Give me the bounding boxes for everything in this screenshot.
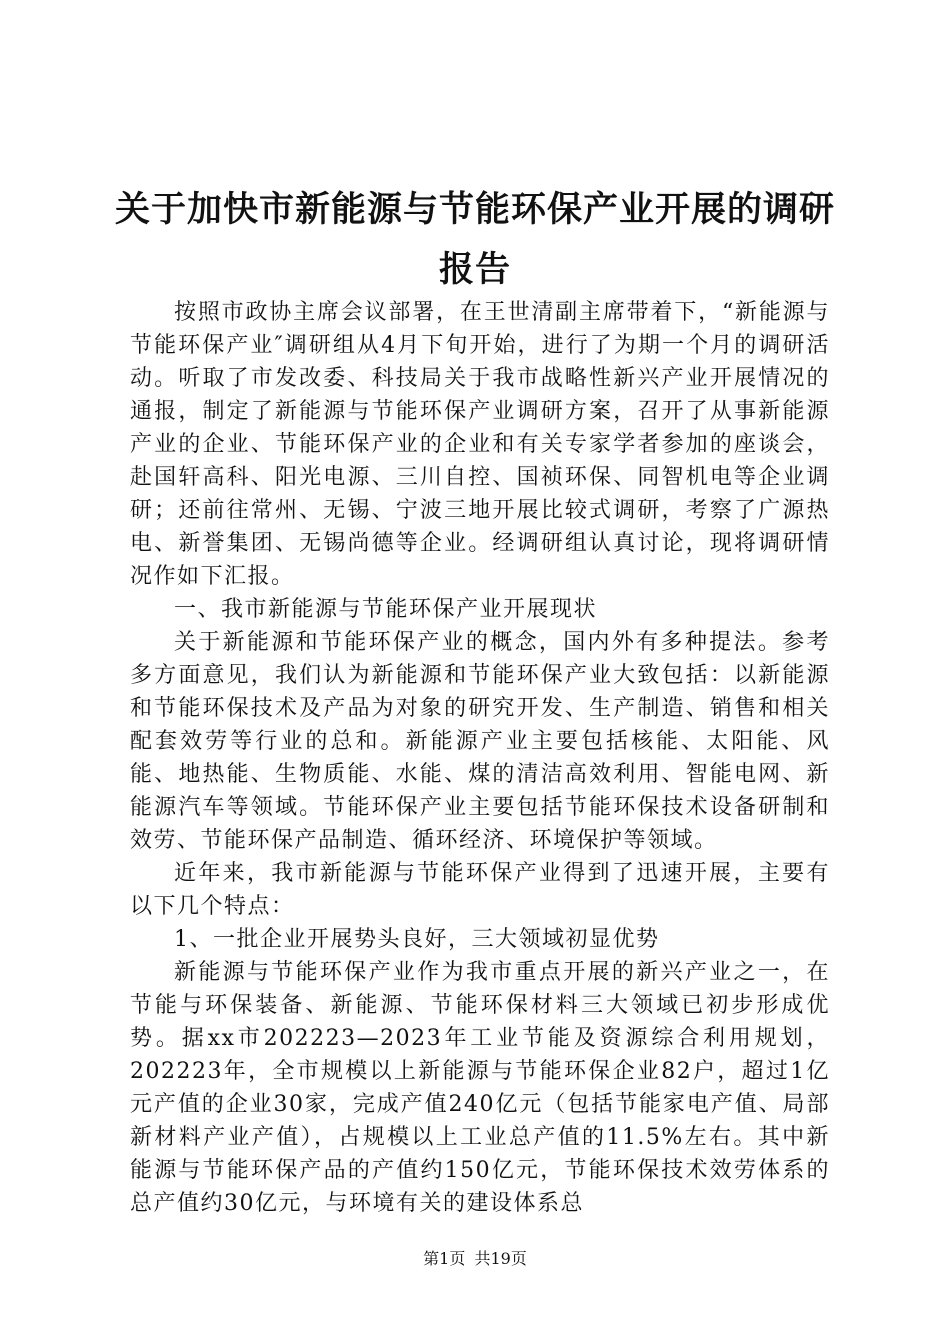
paragraph-statistics: 新能源与节能环保产业作为我市重点开展的新兴产业之一，在节能与环保装备、新能源、节能环保材料三大领域已初步形成优势。据xx市202223—2023年工业节能及资源综合利用规划，202223年，全市规模以上新能源与节能环保企业82户，超过1亿元产值的企业30家，完成产值240亿元（包括节能家电产值、局部新材料产业产值），占规模以上工业总产值的11.5%左右。其中新能源与节能环保产品的产值约150亿元，节能环保技术效劳体系的总产值约30亿元，与环境有关的建设体系总 xyxy=(130,960,830,1216)
page-number: 第1页 xyxy=(423,1249,466,1268)
paragraph-intro: 按照市政协主席会议部署，在王世清副主席带着下，“新能源与节能环保产业″调研组从4月下旬开始，进行了为期一个月的调研活动。听取了市发改委、科技局关于我市战略性新兴产业开展情况的通报，制定了新能源与节能环保产业调研方案，召开了从事新能源产业的企业、节能环保产业的企业和有关专家学者参加的座谈会，赴国轩高科、阳光电源、三川自控、国祯环保、同智机电等企业调研；还前往常州、无锡、宁波三地开展比较式调研，考察了广源热电、新誉集团、无锡尚德等企业。经调研组认真讨论，现将调研情况作如下汇报。 xyxy=(130,300,830,589)
document-body xyxy=(130,296,830,1220)
paragraph-definition: 关于新能源和节能环保产业的概念，国内外有多种提法。参考多方面意见，我们认为新能源和节能环保产业大致包括：以新能源和节能环保技术及产品为对象的研究开发、生产制造、销售和相关配套效劳等行业的总和。新能源产业主要包括核能、太阳能、风能、地热能、生物质能、水能、煤的清洁高效利用、智能电网、新能源汽车等领域。节能环保产业主要包括节能环保技术设备研制和效劳、节能环保产品制造、循环经济、环境保护等领域。 xyxy=(130,630,830,853)
page-total: 共19页 xyxy=(474,1249,527,1268)
document-title: 关于加快市新能源与节能环保产业开展的调研报告 xyxy=(114,190,835,290)
page-footer xyxy=(0,1249,950,1269)
section-heading: 一、我市新能源与节能环保产业开展现状 xyxy=(174,597,598,622)
paragraph-features-intro: 近年来，我市新能源与节能环保产业得到了迅速开展，主要有以下几个特点： xyxy=(130,861,830,919)
subsection-heading: 1、一批企业开展势头良好，三大领域初显优势 xyxy=(174,927,660,952)
